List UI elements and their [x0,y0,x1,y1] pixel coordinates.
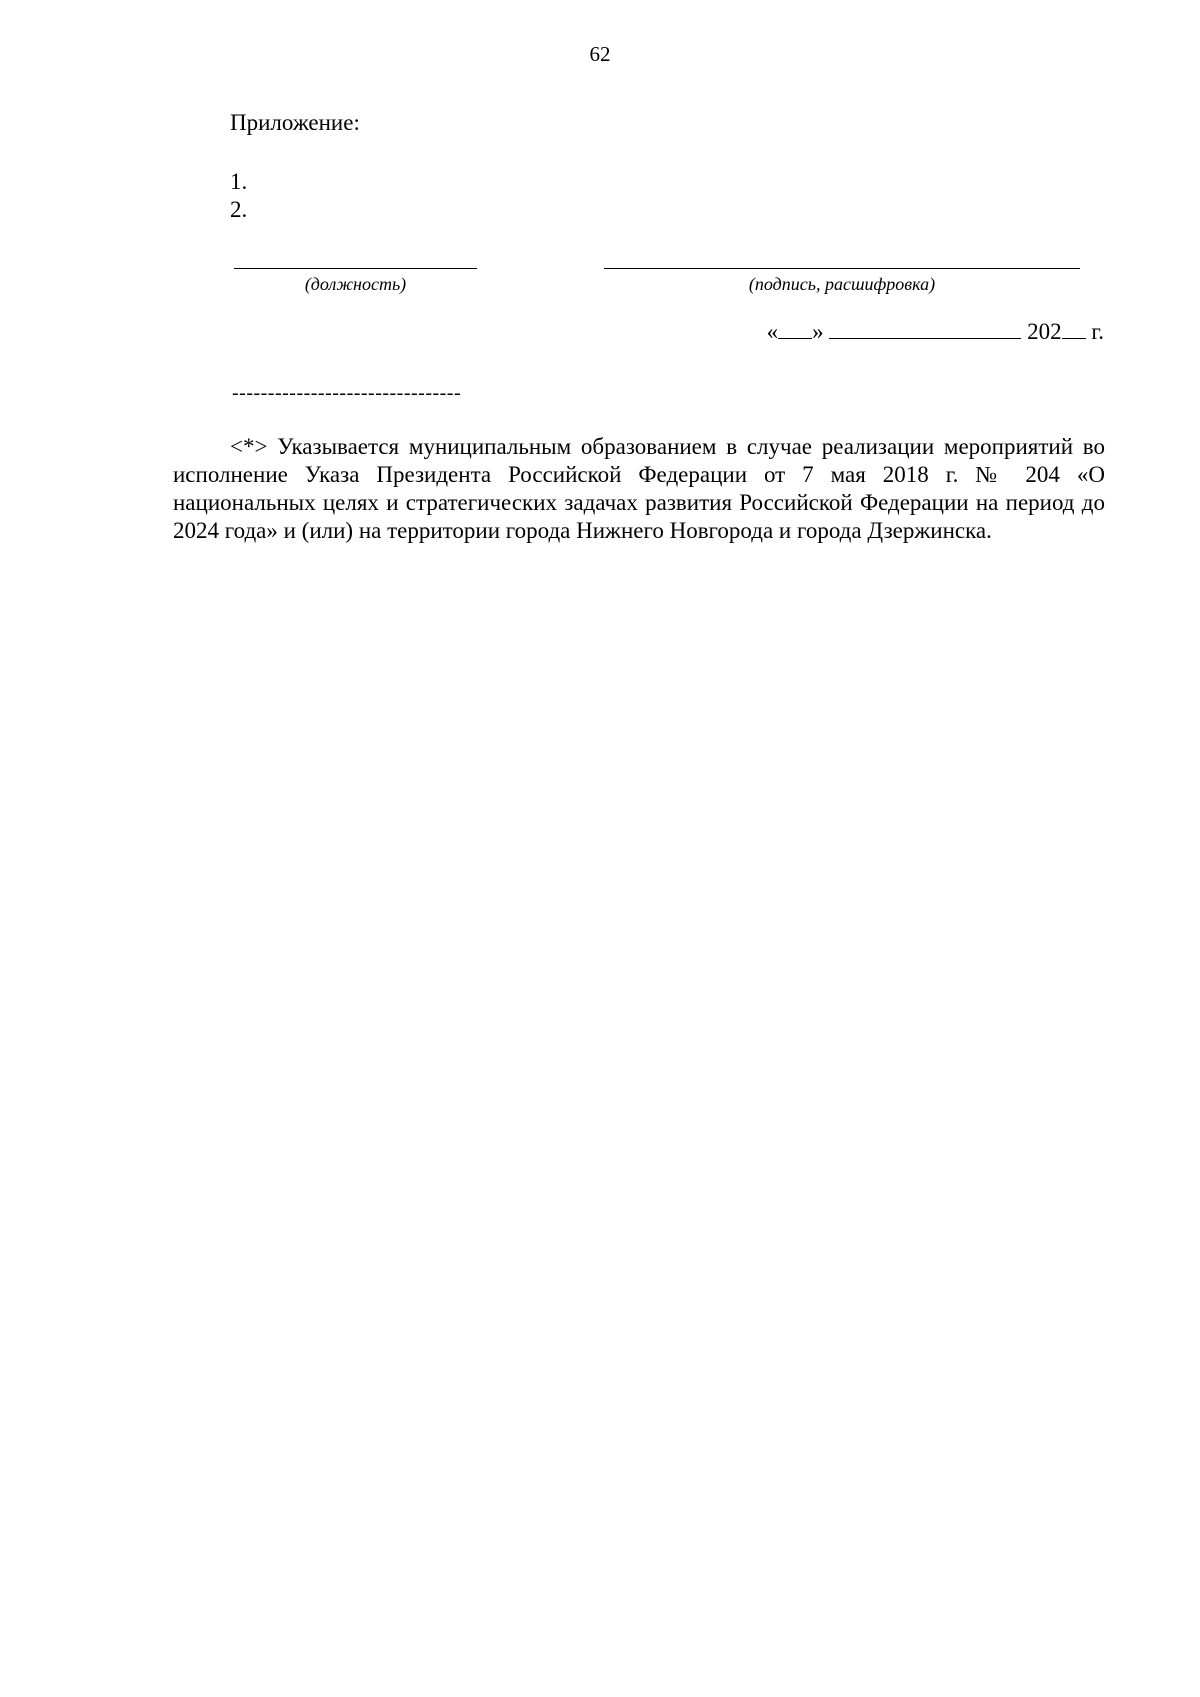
position-line [234,268,477,269]
year-blank [1062,318,1086,339]
date-close-quote: » [812,319,824,344]
signature-line [604,268,1080,269]
year-prefix: 202 [1027,319,1062,344]
date-open-quote: « [766,319,779,344]
footnote-text: <*> Указывается муниципальным образованием в случае реализации мероприятий во исполнение Указа Президента Российской Федерации от 7 мая 2018 г. № 204 «О национальных целях и стратегических задачах развития Российской Федерации на период до 2024 года» и (или) на территории города Нижнего Новгорода и города Дзержинска. [173,434,1105,543]
appendix-list [230,168,247,224]
year-suffix: г. [1091,319,1104,344]
month-blank [829,318,1021,339]
appendix-item: 1. [230,169,248,194]
date-row [767,318,1104,345]
day-blank [778,318,812,339]
appendix-item: 2. [230,197,248,222]
appendix-label: Приложение: [230,110,360,135]
position-caption: (должность) [304,274,407,294]
footnote-separator: -------------------------------- [232,382,462,404]
page-number: 62 [589,42,611,66]
signature-caption: (подпись, расшифровка) [748,274,936,294]
